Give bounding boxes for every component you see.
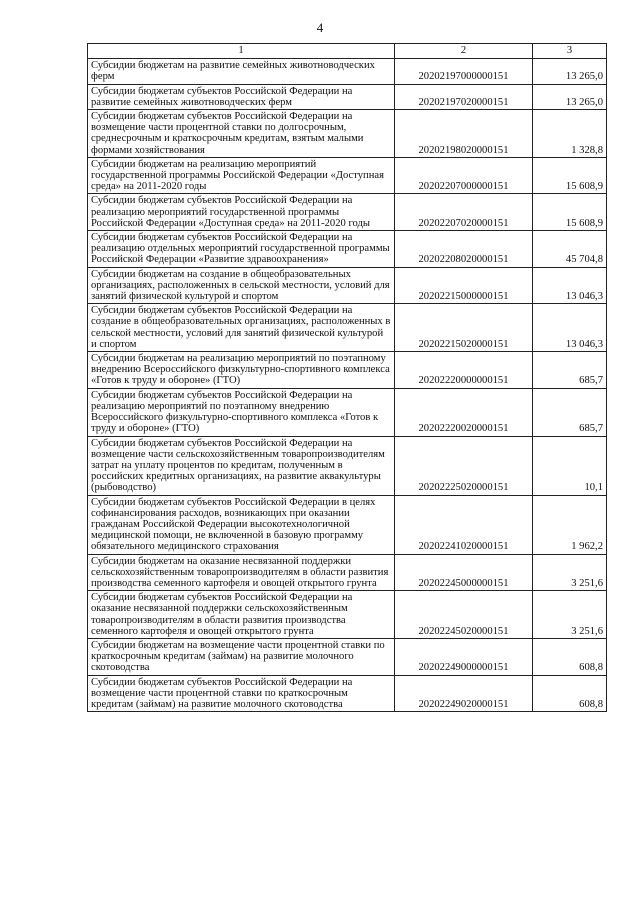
table-row <box>88 84 607 109</box>
row-value: 685,7 <box>533 388 607 436</box>
row-name: Субсидии бюджетам на развитие семейных животноводческих ферм <box>88 59 395 84</box>
table-row <box>88 157 607 194</box>
table-row <box>88 267 607 304</box>
header-col-3: 3 <box>533 44 607 59</box>
table-row <box>88 388 607 436</box>
row-name: Субсидии бюджетам субъектов Российской Федерации на создание в общеобразовательных организациях, расположенных в сельской местности, условий для занятий физической культурой и спортом <box>88 304 395 352</box>
row-name: Субсидии бюджетам субъектов Российской Федерации на оказание несвязанной поддержки сельскохозяйственным товаропроизводителям в области развития производства семенного картофеля и овощей открытого грунта <box>88 591 395 639</box>
row-code: 20202207000000151 <box>395 157 533 194</box>
row-code: 20202197000000151 <box>395 59 533 84</box>
row-name: Субсидии бюджетам субъектов Российской Федерации на возмещение части сельскохозяйственным товаропроизводителям затрат на уплату процентов по кредитам, полученным в российских кредитных организациях, на развитие аквакультуры (рыбоводство) <box>88 436 395 495</box>
row-value: 608,8 <box>533 675 607 712</box>
header-col-2: 2 <box>395 44 533 59</box>
row-name: Субсидии бюджетам субъектов Российской Федерации на реализацию мероприятий государственной программы Российской Федерации «Доступная среда» на 2011-2020 годы <box>88 194 395 231</box>
row-value: 13 265,0 <box>533 84 607 109</box>
budget-table <box>87 43 607 712</box>
row-code: 20202241020000151 <box>395 495 533 554</box>
row-code: 20202198020000151 <box>395 110 533 158</box>
row-code: 20202208020000151 <box>395 231 533 268</box>
row-value: 15 608,9 <box>533 157 607 194</box>
table-row <box>88 194 607 231</box>
row-code: 20202207020000151 <box>395 194 533 231</box>
row-value: 13 046,3 <box>533 304 607 352</box>
table-row <box>88 675 607 712</box>
row-name: Субсидии бюджетам на оказание несвязанной поддержки сельскохозяйственным товаропроизводителям в области развития производства семенного картофеля и овощей открытого грунта <box>88 554 395 591</box>
row-name: Субсидии бюджетам субъектов Российской Федерации на возмещение части процентной ставки по краткосрочным кредитам (займам) на развитие молочного скотоводства <box>88 675 395 712</box>
row-value: 1 328,8 <box>533 110 607 158</box>
row-code: 20202215000000151 <box>395 267 533 304</box>
table-row <box>88 59 607 84</box>
table-row <box>88 110 607 158</box>
row-value: 608,8 <box>533 638 607 675</box>
table-row <box>88 591 607 639</box>
row-name: Субсидии бюджетам субъектов Российской Федерации в целях софинансирования расходов, возникающих при оказании гражданам Российской Федерации высокотехнологичной медицинской помощи, не включенной в базовую программу обязательного медицинского страхования <box>88 495 395 554</box>
row-code: 20202249020000151 <box>395 675 533 712</box>
row-name: Субсидии бюджетам субъектов Российской Федерации на реализацию отдельных мероприятий государственной программы Российской Федерации «Развитие здравоохранения» <box>88 231 395 268</box>
page-number: 4 <box>316 20 324 35</box>
row-value: 3 251,6 <box>533 554 607 591</box>
row-value: 685,7 <box>533 352 607 389</box>
row-name: Субсидии бюджетам субъектов Российской Федерации на возмещение части процентной ставки по долгосрочным, среднесрочным и краткосрочным кредитам, взятым малыми формами хозяйствования <box>88 110 395 158</box>
row-code: 20202197020000151 <box>395 84 533 109</box>
row-code: 20202220000000151 <box>395 352 533 389</box>
row-value: 13 265,0 <box>533 59 607 84</box>
row-name: Субсидии бюджетам на возмещение части процентной ставки по краткосрочным кредитам (займам) на развитие молочного скотоводства <box>88 638 395 675</box>
row-code: 20202220020000151 <box>395 388 533 436</box>
row-code: 20202215020000151 <box>395 304 533 352</box>
row-code: 20202245000000151 <box>395 554 533 591</box>
row-value: 13 046,3 <box>533 267 607 304</box>
row-value: 45 704,8 <box>533 231 607 268</box>
row-name: Субсидии бюджетам субъектов Российской Федерации на реализацию мероприятий по поэтапному внедрению Всероссийского физкультурно-спортивного комплекса «Готов к труду и обороне» (ГТО) <box>88 388 395 436</box>
row-code: 20202225020000151 <box>395 436 533 495</box>
row-value: 3 251,6 <box>533 591 607 639</box>
table-header-row <box>88 44 607 59</box>
table-row <box>88 304 607 352</box>
row-code: 20202249000000151 <box>395 638 533 675</box>
row-value: 15 608,9 <box>533 194 607 231</box>
row-name: Субсидии бюджетам на реализацию мероприятий по поэтапному внедрению Всероссийского физкультурно-спортивного комплекса «Готов к труду и обороне» (ГТО) <box>88 352 395 389</box>
table-row <box>88 436 607 495</box>
table-row <box>88 231 607 268</box>
row-code: 20202245020000151 <box>395 591 533 639</box>
row-value: 10,1 <box>533 436 607 495</box>
header-col-1: 1 <box>88 44 395 59</box>
row-value: 1 962,2 <box>533 495 607 554</box>
table-row <box>88 352 607 389</box>
table-row <box>88 495 607 554</box>
table-row <box>88 554 607 591</box>
row-name: Субсидии бюджетам на реализацию мероприятий государственной программы Российской Федерации «Доступная среда» на 2011-2020 годы <box>88 157 395 194</box>
row-name: Субсидии бюджетам субъектов Российской Федерации на развитие семейных животноводческих ферм <box>88 84 395 109</box>
table-row <box>88 638 607 675</box>
row-name: Субсидии бюджетам на создание в общеобразовательных организациях, расположенных в сельской местности, условий для занятий физической культурой и спортом <box>88 267 395 304</box>
